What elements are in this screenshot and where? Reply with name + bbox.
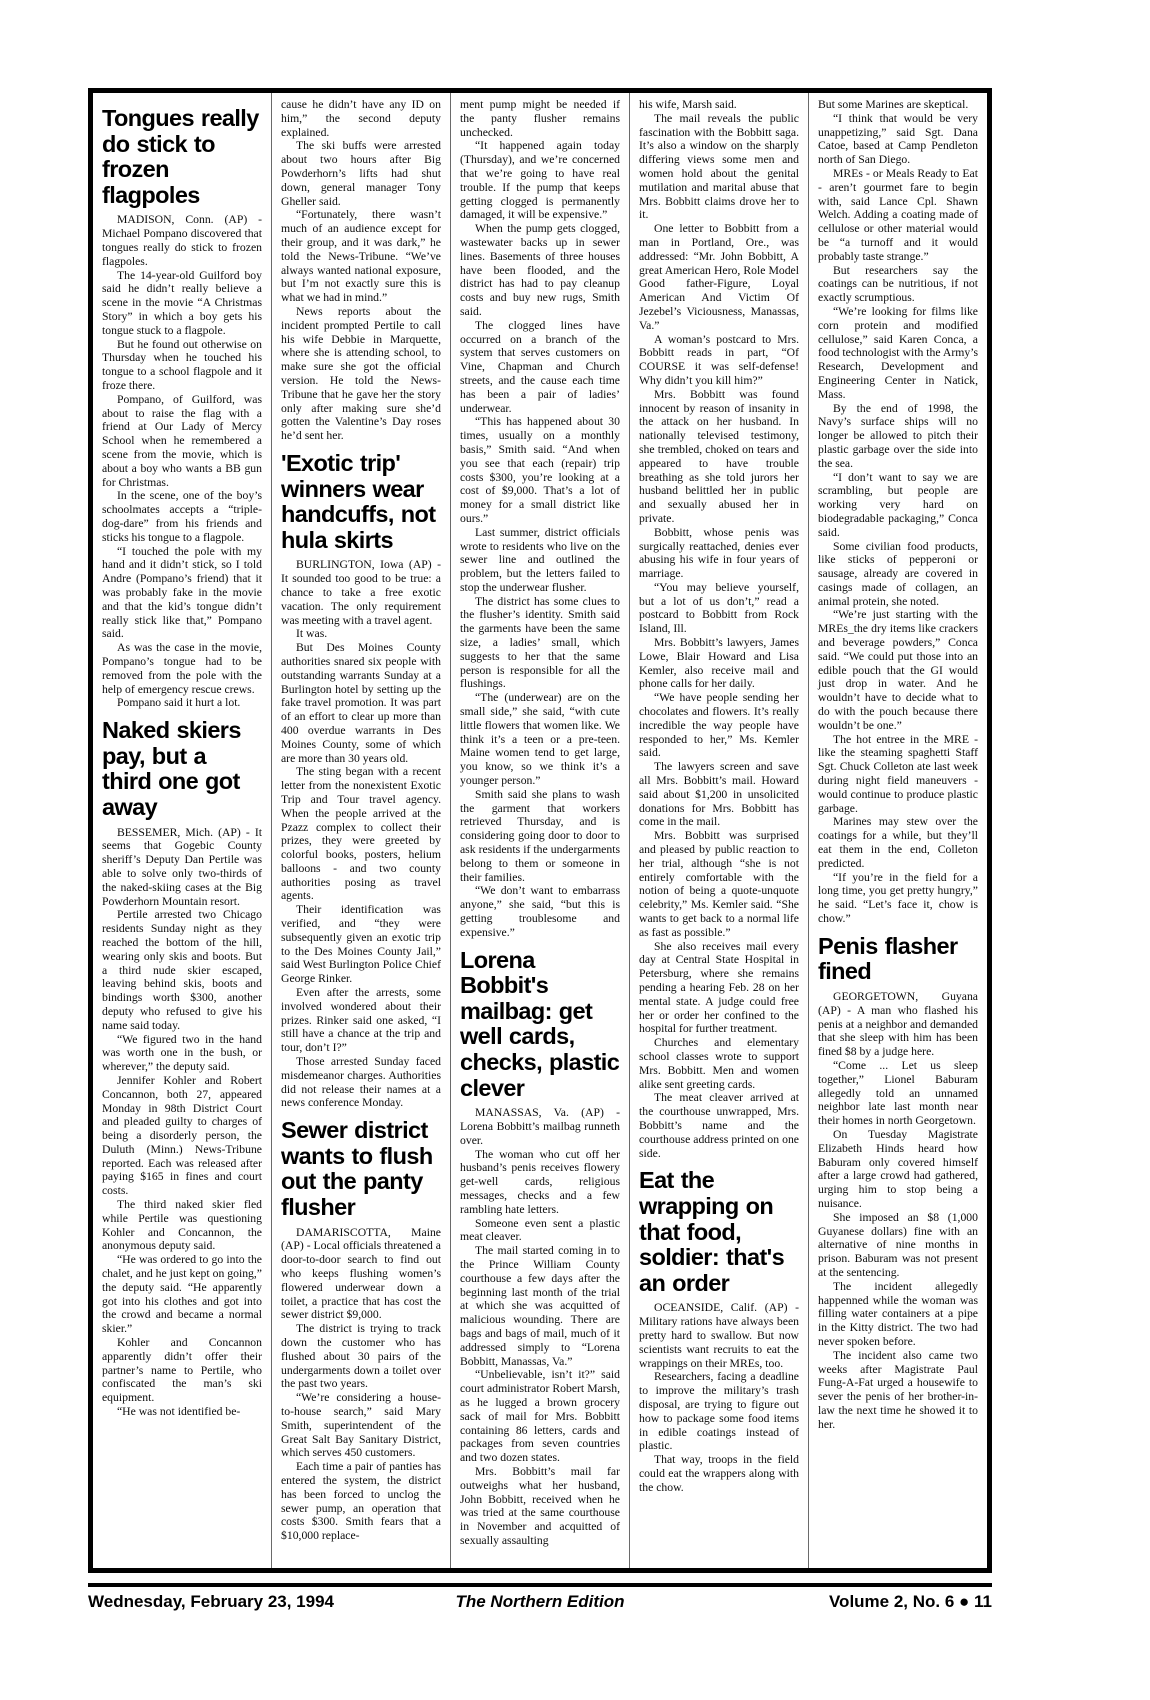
article-paragraph: Bobbitt, whose penis was surgically reattached, denies ever abusing his wife in four years of marriage. <box>639 525 799 581</box>
article-paragraph: But Des Moines County authorities snared six people with outstanding warrants Sunday at a Burlington hotel by setting up the fake travel promotion. It was part of an effort to clear up more than 400 overdue warrants in Des Moines County, some of which are more than 30 years old. <box>281 641 441 765</box>
article-paragraph: Jennifer Kohler and Robert Concannon, both 27, appeared Monday in 98th District Court and pleaded guilty to charges of being a disorderly person, the Duluth (Minn.) News-Tribune reported. Each was released after paying $165 in fines and court costs. <box>102 1073 262 1198</box>
article-paragraph: OCEANSIDE, Calif. (AP) - Military rations have always been pretty hard to swallow. But now scientists want recruits to eat the wrappings on their MREs, too. <box>639 1301 799 1370</box>
article-paragraph: “I touched the pole with my hand and it didn’t stick, so I told Andre (Pompano’s friend) that it was probably fake in the movie and that the kid’s tongue didn’t really stick like that,” Pompano said. <box>102 544 262 641</box>
article-paragraph: The incident allegedly happenned while the woman was filling water containers at a pipe in the Kitty district. The two had never spoken before. <box>818 1279 978 1348</box>
footer <box>88 1592 992 1612</box>
article-paragraph: Those arrested Sunday faced misdemeanor charges. Authorities did not release their names at a news conference Monday. <box>281 1055 441 1110</box>
article-headline: Naked skiers pay, but a third one got away <box>102 717 241 820</box>
article-paragraph: “Unbelievable, isn’t it?” said court administrator Robert Marsh, as he lugged a brown grocery sack of mail for Mrs. Bobbitt containing 86 letters, cards and packages from seven countries and two dozen states. <box>460 1368 620 1465</box>
article-paragraph: Churches and elementary school classes wrote to support Mrs. Bobbitt. Men and women alike sent greeting cards. <box>639 1036 799 1091</box>
article-paragraph: “The (underwear) are on the small side,” she said, “with cute little flowers that women like. We think it’s a teen or a pre-teen. Maine women tend to get large, you know, so we think it’s a younger person.” <box>460 691 620 788</box>
article-paragraph: Their identification was verified, and “they were subsequently given an exotic trip to the Des Moines County Jail,” said West Burlington Police Chief George Rinker. <box>281 903 441 986</box>
article-paragraph: Someone even sent a plastic meat cleaver. <box>460 1216 620 1244</box>
article-paragraph: MADISON, Conn. (AP) - Michael Pompano discovered that tongues really do stick to frozen flagpoles. <box>102 213 262 268</box>
column-2 <box>271 93 450 1568</box>
article-paragraph: The sting began with a recent letter from the nonexistent Exotic Trip and Tour travel agency. When the people arrived at the Pzazz complex to collect their prizes, they were greeted by colorful books, posters, helium balloons - and two county authorities posing as travel agents. <box>281 765 441 903</box>
article-paragraph: The clogged lines have occurred on a branch of the system that serves customers on Vine, Chapman and Church streets, and the cause each time has been a pair of ladies’ underwear. <box>460 318 620 415</box>
article-paragraph: “Come ... Let us sleep together,” Lionel Baburam allegedly told an unnamed neighbor late last month near their homes in north Georgetown. <box>818 1059 978 1128</box>
article-paragraph: “He was not identified be- <box>117 1405 241 1419</box>
article-paragraph: But some Marines are skeptical. <box>818 98 969 111</box>
article-paragraph: BURLINGTON, Iowa (AP) - It sounded too good to be true: a chance to take a free exotic vacation. The only requirement was meeting with a travel agent. <box>281 558 441 627</box>
article-paragraph: When the pump gets clogged, wastewater backs up in sewer lines. Basements of three houses have been flooded, and the district has had to pay cleanup costs and buy new rugs, Smith said. <box>460 222 620 318</box>
column-5 <box>808 93 987 1568</box>
article-paragraph: “If you’re in the field for a long time, you get pretty hungry,” he said. “Let’s face it, chow is chow.” <box>818 870 978 926</box>
article-paragraph: Even after the arrests, some involved wondered about their prizes. Rinker said one asked, “I still have a chance at the trip and tour, don’t I?” <box>281 986 441 1055</box>
article-paragraph: cause he didn’t have any ID on him,” the second deputy explained. <box>281 98 441 139</box>
article-paragraph: The ski buffs were arrested about two hours after Big Powderhorn’s lifts had shut down, general manager Tony Gheller said. <box>281 139 441 208</box>
article-paragraph: Kohler and Concannon apparently didn’t offer their partner’s name to Pertile, who confiscated the man’s ski equipment. <box>102 1336 262 1405</box>
article-paragraph: Pompano said it hurt a lot. <box>117 696 241 710</box>
article-paragraph: That way, troops in the field could eat the wrappers along with the chow. <box>639 1453 799 1494</box>
article-paragraph: Mrs. Bobbitt’s lawyers, James Lowe, Blair Howard and Lisa Kemler, also receive mail and phone calls for her daily. <box>639 636 799 691</box>
article-paragraph: “I think that would be very unappetizing,” said Sgt. Dana Catoe, based at Camp Pendleton north of San Diego. <box>818 111 978 167</box>
article-paragraph: “We have people sending her chocolates and flowers. It’s really incredible the way people have responded to her,” Ms. Kemler said. <box>639 691 799 760</box>
footer-date: Wednesday, February 23, 1994 <box>88 1592 334 1611</box>
article-paragraph: She imposed an $8 (1,000 Guyanese dollars) fine with an alternative of nine months in prison. Baburam was not present at the sentencing. <box>818 1210 978 1279</box>
article-paragraph: The meat cleaver arrived at the courthouse unwrapped, Mrs. Bobbitt’s name and the courthouse address printed on one side. <box>639 1091 799 1160</box>
article-paragraph: MREs - or Meals Ready to Eat - aren’t gourmet fare to begin with, said Lance Cpl. Shawn Welch. Adding a coating made of cellulose or other material would be “a turnoff and it would probably taste strange.” <box>818 166 978 263</box>
article-headline: Penis flasher fined <box>818 932 958 985</box>
column-1 <box>93 93 271 1568</box>
article-paragraph: “We’re considering a house-to-house search,” said Mary Smith, superintendent of the Great Salt Bay Sanitary District, which serves 450 customers. <box>281 1391 441 1460</box>
article-paragraph: his wife, Marsh said. <box>639 98 737 111</box>
article-paragraph: In the scene, one of the boy’s schoolmates accepts a “triple-dog-dare” from his friends and sticks his tongue to a flagpole. <box>102 489 262 544</box>
article-paragraph: Marines may stew over the coatings for a while, but they’ll eat them in the end, Colleton predicted. <box>818 815 978 870</box>
article-paragraph: “You may believe yourself, but a lot of us don’t,” read a postcard to Bobbitt from Rock Island, Ill. <box>639 580 799 636</box>
article-headline: Lorena Bobbit's mailbag: get well cards, checks, plastic clever <box>460 946 620 1101</box>
article-paragraph: “It happened again today (Thursday), and we’re concerned that we’re going to have real trouble. If the pump that keeps getting clogged is permanently damaged, it will be expensive.” <box>460 139 620 222</box>
column-4 <box>629 93 808 1568</box>
article-headline: Sewer district wants to flush out the panty flusher <box>281 1117 433 1221</box>
article-paragraph: On Tuesday Magistrate Elizabeth Hinds heard how Baburam only covered himself after a large crowd had gathered, urging him to stop being a nuisance. <box>818 1128 978 1210</box>
article-paragraph: “This has happened about 30 times, usually on a monthly basis,” Smith said. “And when you see that each (repair) trip costs $300, you’re looking at a cost of $9,000. That’s a lot of money for a small district like ours.” <box>460 415 620 525</box>
article-paragraph: ment pump might be needed if the panty flusher remains unchecked. <box>460 98 620 139</box>
article-paragraph: DAMARISCOTTA, Maine (AP) - Local officials threatened a door-to-door search to find out who keeps flushing women’s flowered underwear down a toilet, a practice that has cost the sewer district $9,000. <box>281 1225 441 1322</box>
article-paragraph: The mail started coming in to the Prince William County courthouse a few days after the beginning last month of the trial at which she was acquitted of malicious wounding. There are bags and bags of mail, much of it addressed simply to “Lorena Bobbitt, Manassas, Va.” <box>460 1244 620 1368</box>
article-paragraph: “He was ordered to go into the chalet, and he just kept on going,” the deputy said. “He apparently got into his clothes and got into the crowd and became a normal skier.” <box>102 1253 262 1336</box>
article-paragraph: Last summer, district officials wrote to residents who live on the sewer line and outlined the problem, but the letters failed to stop the underwear flusher. <box>460 525 620 594</box>
article-paragraph: A woman’s postcard to Mrs. Bobbitt reads in part, “Of COURSE it was self-defense! Why didn’t you kill him?” <box>639 332 799 387</box>
article-paragraph: The third naked skier fled while Pertile was questioning Kohler and Concannon, the anonymous deputy said. <box>102 1198 262 1253</box>
column-3 <box>450 93 629 1568</box>
article-paragraph: The incident also came two weeks after Magistrate Paul Fung-A-Fat urged a housewife to sever the penis of her brother-in-law the next time he showed it to her. <box>818 1348 978 1431</box>
article-paragraph: News reports about the incident prompted Pertile to call his wife Debbie in Marquette, where she is attending school, to make sure she got the official version. He told the News-Tribune that he gave her the story only after making sure she’d gotten the Valentine’s Day roses he’d sent her. <box>281 304 441 443</box>
article-paragraph: Some civilian food products, like sticks of pepperoni or sausage, already are covered in casings made of collagen, an animal protein, she noted. <box>818 539 978 608</box>
article-area <box>88 88 992 1573</box>
article-paragraph: “We’re just starting with the MREs_the dry items like crackers and beverage powders,” Conca said. “We could put those into an edible pouch that the GI would just drop in water. And he wouldn’t have to decide what to do with the pouch because there wouldn’t be one.” <box>818 608 978 732</box>
article-paragraph: Smith said she plans to wash the garment that workers retrieved Thursday, and is considering going door to door to ask residents if the undergarments belong to them or someone in their families. <box>460 787 620 884</box>
footer-volume: Volume 2, No. 6 ● 11 <box>828 1592 992 1611</box>
article-paragraph: The district is trying to track down the customer who has flushed about 30 pairs of the undergarments down a toilet over the past two years. <box>281 1322 441 1391</box>
article-paragraph: BESSEMER, Mich. (AP) - It seems that Gogebic County sheriff’s Deputy Dan Pertile was able to solve only two-thirds of the naked-skiing cases at the Big Powderhorn Mountain resort. <box>102 825 262 908</box>
article-paragraph: The hot entree in the MRE - like the steaming spaghetti Staff Sgt. Chuck Colleton ate last week during night field maneuvers - would continue to produce plastic garbage. <box>818 732 978 815</box>
article-paragraph: But researchers say the coatings can be nutritious, if not exactly scrumptious. <box>818 263 978 305</box>
footer-rule <box>88 1583 992 1587</box>
article-paragraph: The mail reveals the public fascination with the Bobbitt saga. It’s also a window on the sharply differing views some men and women hold about the genital mutilation and marital abuse that Mrs. Bobbitt claims drove her to it. <box>639 111 799 222</box>
article-paragraph: As was the case in the movie, Pompano’s tongue had to be removed from the pole with the help of emergency rescue crews. <box>102 641 262 696</box>
article-paragraph: One letter to Bobbitt from a man in Portland, Ore., was addressed: “Mr. John Bobbitt, A great American Hero, Role Model Good father-Figure, Loyal American And Victim Of Jezebel’s Viciousness, Manassas, Va.” <box>639 222 799 332</box>
article-paragraph: It was. <box>296 627 328 641</box>
article-paragraph: The lawyers screen and save all Mrs. Bobbitt’s mail. Howard said about $1,200 in unsolicited donations for Mrs. Bobbitt has come in the mail. <box>639 760 799 829</box>
article-paragraph: GEORGETOWN, Guyana (AP) - A man who flashed his penis at a neighbor and demanded that she sleep with him has been fined $8 by a judge here. <box>818 990 978 1059</box>
article-headline: 'Exotic trip' winners wear handcuffs, not hula skirts <box>281 449 436 553</box>
article-paragraph: She also receives mail every day at Central State Hospital in Petersburg, where she remains pending a hearing Feb. 28 on her mental state. A judge could free her or order her confined to the hospital for further treatment. <box>639 939 799 1036</box>
footer-edition: The Northern Edition <box>455 1592 625 1611</box>
article-paragraph: “We figured two in the hand was worth one in the bush, or wherever,” the deputy said. <box>102 1032 262 1074</box>
article-paragraph: Pompano, of Guilford, was about to raise the flag with a friend at Our Lady of Mercy School when he remembered a scene from the movie, which is about a boy who wants a BB gun for Christmas. <box>102 392 262 489</box>
article-paragraph: MANASSAS, Va. (AP) - Lorena Bobbitt’s mailbag runneth over. <box>460 1106 620 1147</box>
article-paragraph: Each time a pair of panties has entered the system, the district has been forced to unclog the sewer pump, an operation that costs $300. Smith fears that a $10,000 replace- <box>281 1460 441 1543</box>
article-paragraph: The 14-year-old Guilford boy said he didn’t really believe a scene in the movie “A Christmas Story” in which a boy gets his tongue stuck to a flagpole. <box>102 268 262 337</box>
article-paragraph: “We don’t want to embarrass anyone,” she said, “but this is getting troublesome and expensive.” <box>460 884 620 939</box>
article-paragraph: “We’re looking for films like corn protein and modified cellulose,” said Karen Conca, a food technologist with the Army’s Research, Development and Engineering Center in Natick, Mass. <box>818 304 978 401</box>
article-paragraph: Mrs. Bobbitt was found innocent by reason of insanity in the attack on her husband. In nationally televised testimony, she trembled, choked on tears and appeared to have trouble breathing as she told jurors her husband belittled her in public and sexually abused her in private. <box>639 387 799 525</box>
article-paragraph: The woman who cut off her husband’s penis receives flowery get-well cards, religious messages, checks and a few rambling hate letters. <box>460 1147 620 1216</box>
article-headline: Eat the wrapping on that food, soldier: that's an order <box>639 1167 785 1296</box>
article-paragraph: Researchers, facing a deadline to improve the military’s trash disposal, are trying to figure out how to package some food items in edible coatings instead of plastic. <box>639 1370 799 1453</box>
article-paragraph: Pertile arrested two Chicago residents Sunday night as they reached the bottom of the hill, wearing only skis and boots. But a third nude skier escaped, leaving behind skis, boots and bindings worth $300, another deputy who refused to give his name said today. <box>102 908 262 1032</box>
article-paragraph: Mrs. Bobbitt’s mail far outweighs what her husband, John Bobbitt, received when he was tried at the same courthouse in November and acquitted of sexually assaulting <box>460 1464 620 1547</box>
article-paragraph: “I don’t want to say we are scrambling, but people are working very hard on biodegradable packaging,” Conca said. <box>818 470 978 539</box>
article-paragraph: But he found out otherwise on Thursday when he touched his tongue to a school flagpole and it froze there. <box>102 337 262 392</box>
article-paragraph: The district has some clues to the flusher’s identity. Smith said the garments have been the same size, a ladies’ small, which suggests to her that the same person is responsible for all the flushings. <box>460 594 620 691</box>
article-headline: Tongues really do stick to frozen flagpoles <box>102 105 259 208</box>
article-paragraph: “Fortunately, there wasn’t much of an audience except for their group, and it was dark,” he told the News-Tribune. “We’ve always wanted national exposure, but I’m not exactly sure this is what we had in mind.” <box>281 208 441 305</box>
article-paragraph: By the end of 1998, the Navy’s surface ships will no longer be allowed to pitch their plastic garbage over the side into the sea. <box>818 401 978 470</box>
article-paragraph: Mrs. Bobbitt was surprised and pleased by public reaction to her trial, although “she is not entirely comfortable with the notion of being a quote-unquote celebrity,” Ms. Kemler said. “She wants to get back to a normal life as fast as possible.” <box>639 829 799 939</box>
